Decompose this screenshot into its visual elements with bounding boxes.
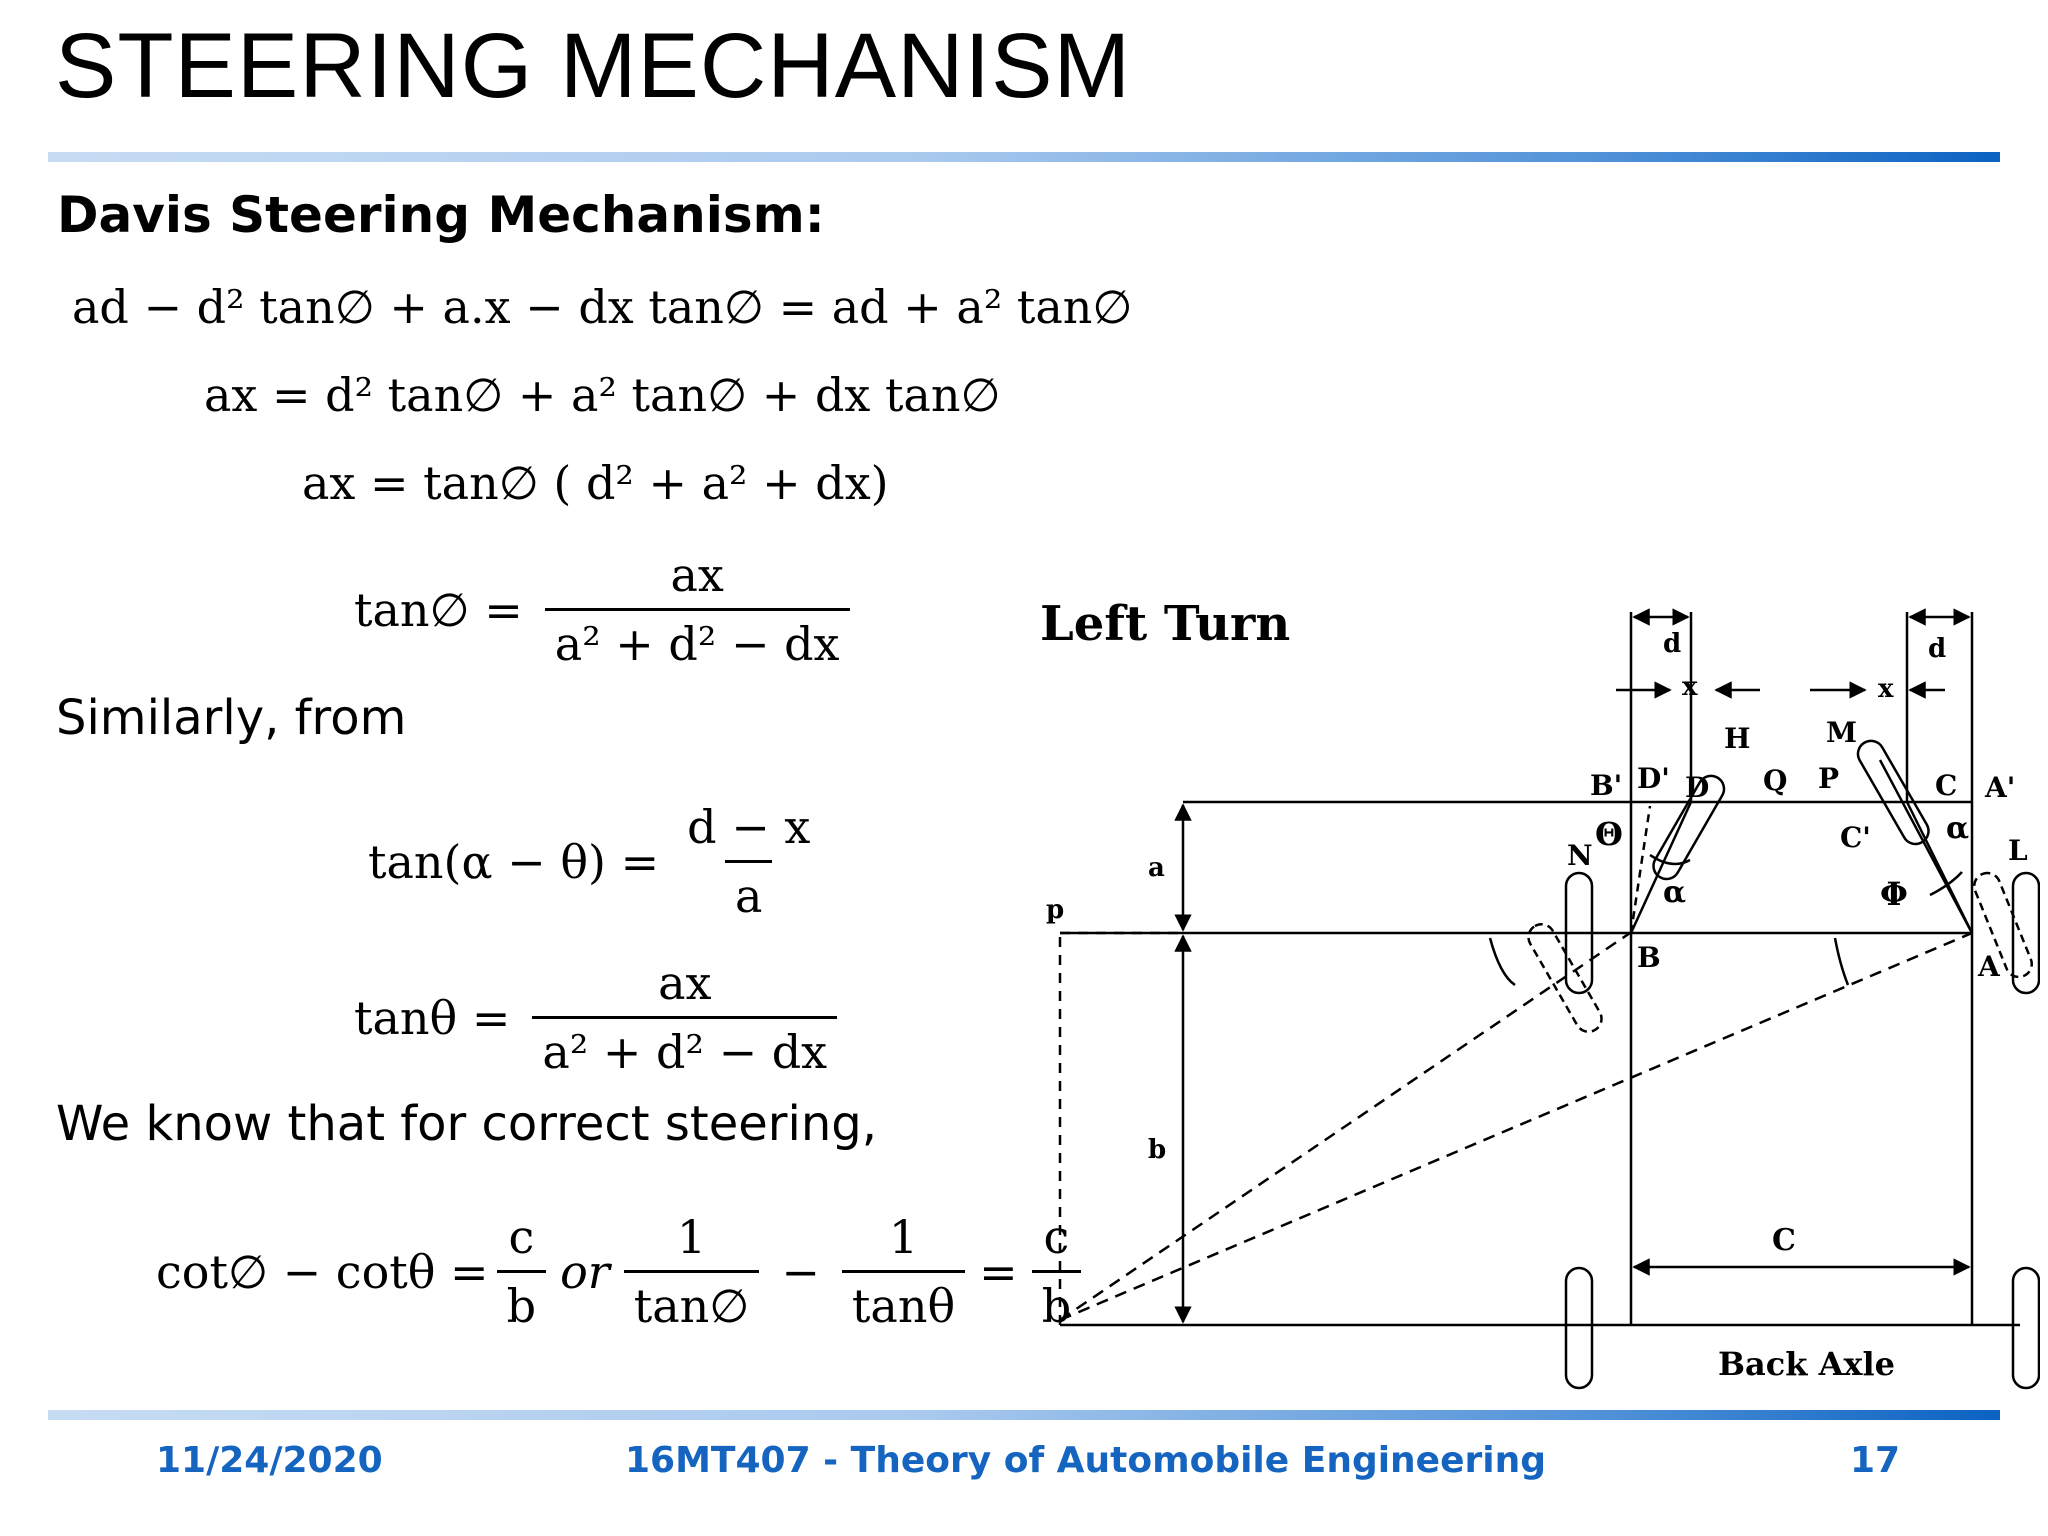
equation-4 bbox=[354, 548, 858, 671]
equation-7-fraction-1 bbox=[497, 1210, 546, 1333]
equation-7-f2-den: tan∅ bbox=[624, 1270, 760, 1333]
label-alpha-left: α bbox=[1663, 875, 1687, 910]
label-L: L bbox=[2008, 834, 2028, 867]
equation-4-numerator: ax bbox=[670, 548, 724, 602]
footer-page-number: 17 bbox=[1850, 1440, 1901, 1481]
label-d-left: d bbox=[1663, 629, 1682, 659]
we-know-text: We know that for correct steering, bbox=[56, 1096, 877, 1152]
equation-6 bbox=[354, 956, 845, 1079]
equation-5-fraction bbox=[677, 800, 820, 923]
section-heading: Davis Steering Mechanism: bbox=[57, 186, 825, 244]
label-N: N bbox=[1567, 839, 1593, 872]
outer-turn-line bbox=[1060, 933, 1972, 1320]
label-back-axle: Back Axle bbox=[1718, 1345, 1895, 1383]
label-Q: Q bbox=[1763, 764, 1788, 797]
equation-5 bbox=[368, 800, 828, 923]
equation-7-f4-den: b bbox=[1032, 1270, 1081, 1333]
equation-7-or: or bbox=[560, 1244, 610, 1299]
label-x-right: x bbox=[1878, 674, 1894, 704]
equation-5-numerator: d − x bbox=[687, 800, 811, 854]
label-M: M bbox=[1826, 716, 1857, 749]
equation-7-f2-num: 1 bbox=[676, 1210, 707, 1264]
equation-1: ad − d² tan∅ + a.x − dx tan∅ = ad + a² tan∅ bbox=[72, 280, 1133, 334]
label-Bp: B' bbox=[1590, 769, 1623, 802]
equation-7-fraction-3 bbox=[842, 1210, 965, 1333]
equation-4-lhs: tan∅ = bbox=[354, 582, 523, 637]
title-divider bbox=[48, 152, 2000, 162]
equation-7-f1-num: c bbox=[508, 1210, 535, 1264]
label-x-left: x bbox=[1682, 672, 1698, 702]
equation-7-f1-den: b bbox=[497, 1270, 546, 1333]
equation-6-numerator: ax bbox=[658, 956, 712, 1010]
label-A: A bbox=[1978, 950, 2000, 983]
equation-4-denominator: a² + d² − dx bbox=[545, 608, 850, 671]
steering-diagram bbox=[1030, 590, 2040, 1400]
back-left-wheel bbox=[1566, 1268, 1592, 1388]
equation-3: ax = tan∅ ( d² + a² + dx) bbox=[302, 456, 889, 510]
label-H: H bbox=[1724, 722, 1751, 755]
label-phi: Φ bbox=[1880, 875, 1908, 913]
label-c-dimension: C bbox=[1772, 1223, 1796, 1258]
slide-title: STEERING MECHANISM bbox=[55, 15, 1132, 117]
equation-7-lhs: cot∅ − cotθ = bbox=[156, 1244, 489, 1299]
footer-course: 16MT407 - Theory of Automobile Engineering bbox=[625, 1440, 1547, 1481]
label-Cp: C' bbox=[1840, 821, 1871, 854]
label-alpha-right: α bbox=[1946, 811, 1970, 846]
equation-6-lhs: tanθ = bbox=[354, 990, 511, 1045]
similarly-text: Similarly, from bbox=[56, 690, 407, 746]
inner-turn-line bbox=[1060, 933, 1630, 1320]
footer-divider bbox=[48, 1410, 2000, 1420]
label-P: P bbox=[1818, 762, 1840, 795]
equation-7-f4-num: c bbox=[1043, 1210, 1070, 1264]
equation-7-fraction-2 bbox=[624, 1210, 760, 1333]
label-B: B bbox=[1637, 941, 1661, 974]
equation-6-denominator: a² + d² − dx bbox=[532, 1016, 837, 1079]
label-a: a bbox=[1148, 853, 1165, 883]
label-Ap: A' bbox=[1985, 771, 2016, 804]
label-p: p bbox=[1046, 895, 1065, 925]
label-b: b bbox=[1148, 1135, 1167, 1165]
label-Dp: D' bbox=[1637, 762, 1670, 795]
label-D: D bbox=[1685, 771, 1710, 804]
equation-5-lhs: tan(α − θ) = bbox=[368, 834, 660, 889]
label-C: C bbox=[1935, 769, 1958, 802]
equation-5-denominator: a bbox=[725, 860, 772, 923]
equation-6-fraction bbox=[532, 956, 837, 1079]
arc-outer bbox=[1835, 938, 1848, 985]
back-right-wheel bbox=[2013, 1268, 2039, 1388]
arc-inner bbox=[1490, 938, 1515, 985]
equation-7-f3-den: tanθ bbox=[842, 1270, 965, 1333]
equation-7-equals: = bbox=[979, 1244, 1018, 1299]
diagram-title: Left Turn bbox=[1040, 596, 1291, 652]
equation-2: ax = d² tan∅ + a² tan∅ + dx tan∅ bbox=[204, 368, 1001, 422]
label-d-right: d bbox=[1928, 634, 1947, 664]
equation-4-fraction bbox=[545, 548, 850, 671]
footer-date: 11/24/2020 bbox=[156, 1440, 383, 1481]
label-theta: Θ bbox=[1595, 815, 1623, 853]
equation-7-f3-num: 1 bbox=[888, 1210, 919, 1264]
equation-7 bbox=[156, 1210, 1089, 1333]
equation-7-minus: − bbox=[781, 1244, 820, 1299]
